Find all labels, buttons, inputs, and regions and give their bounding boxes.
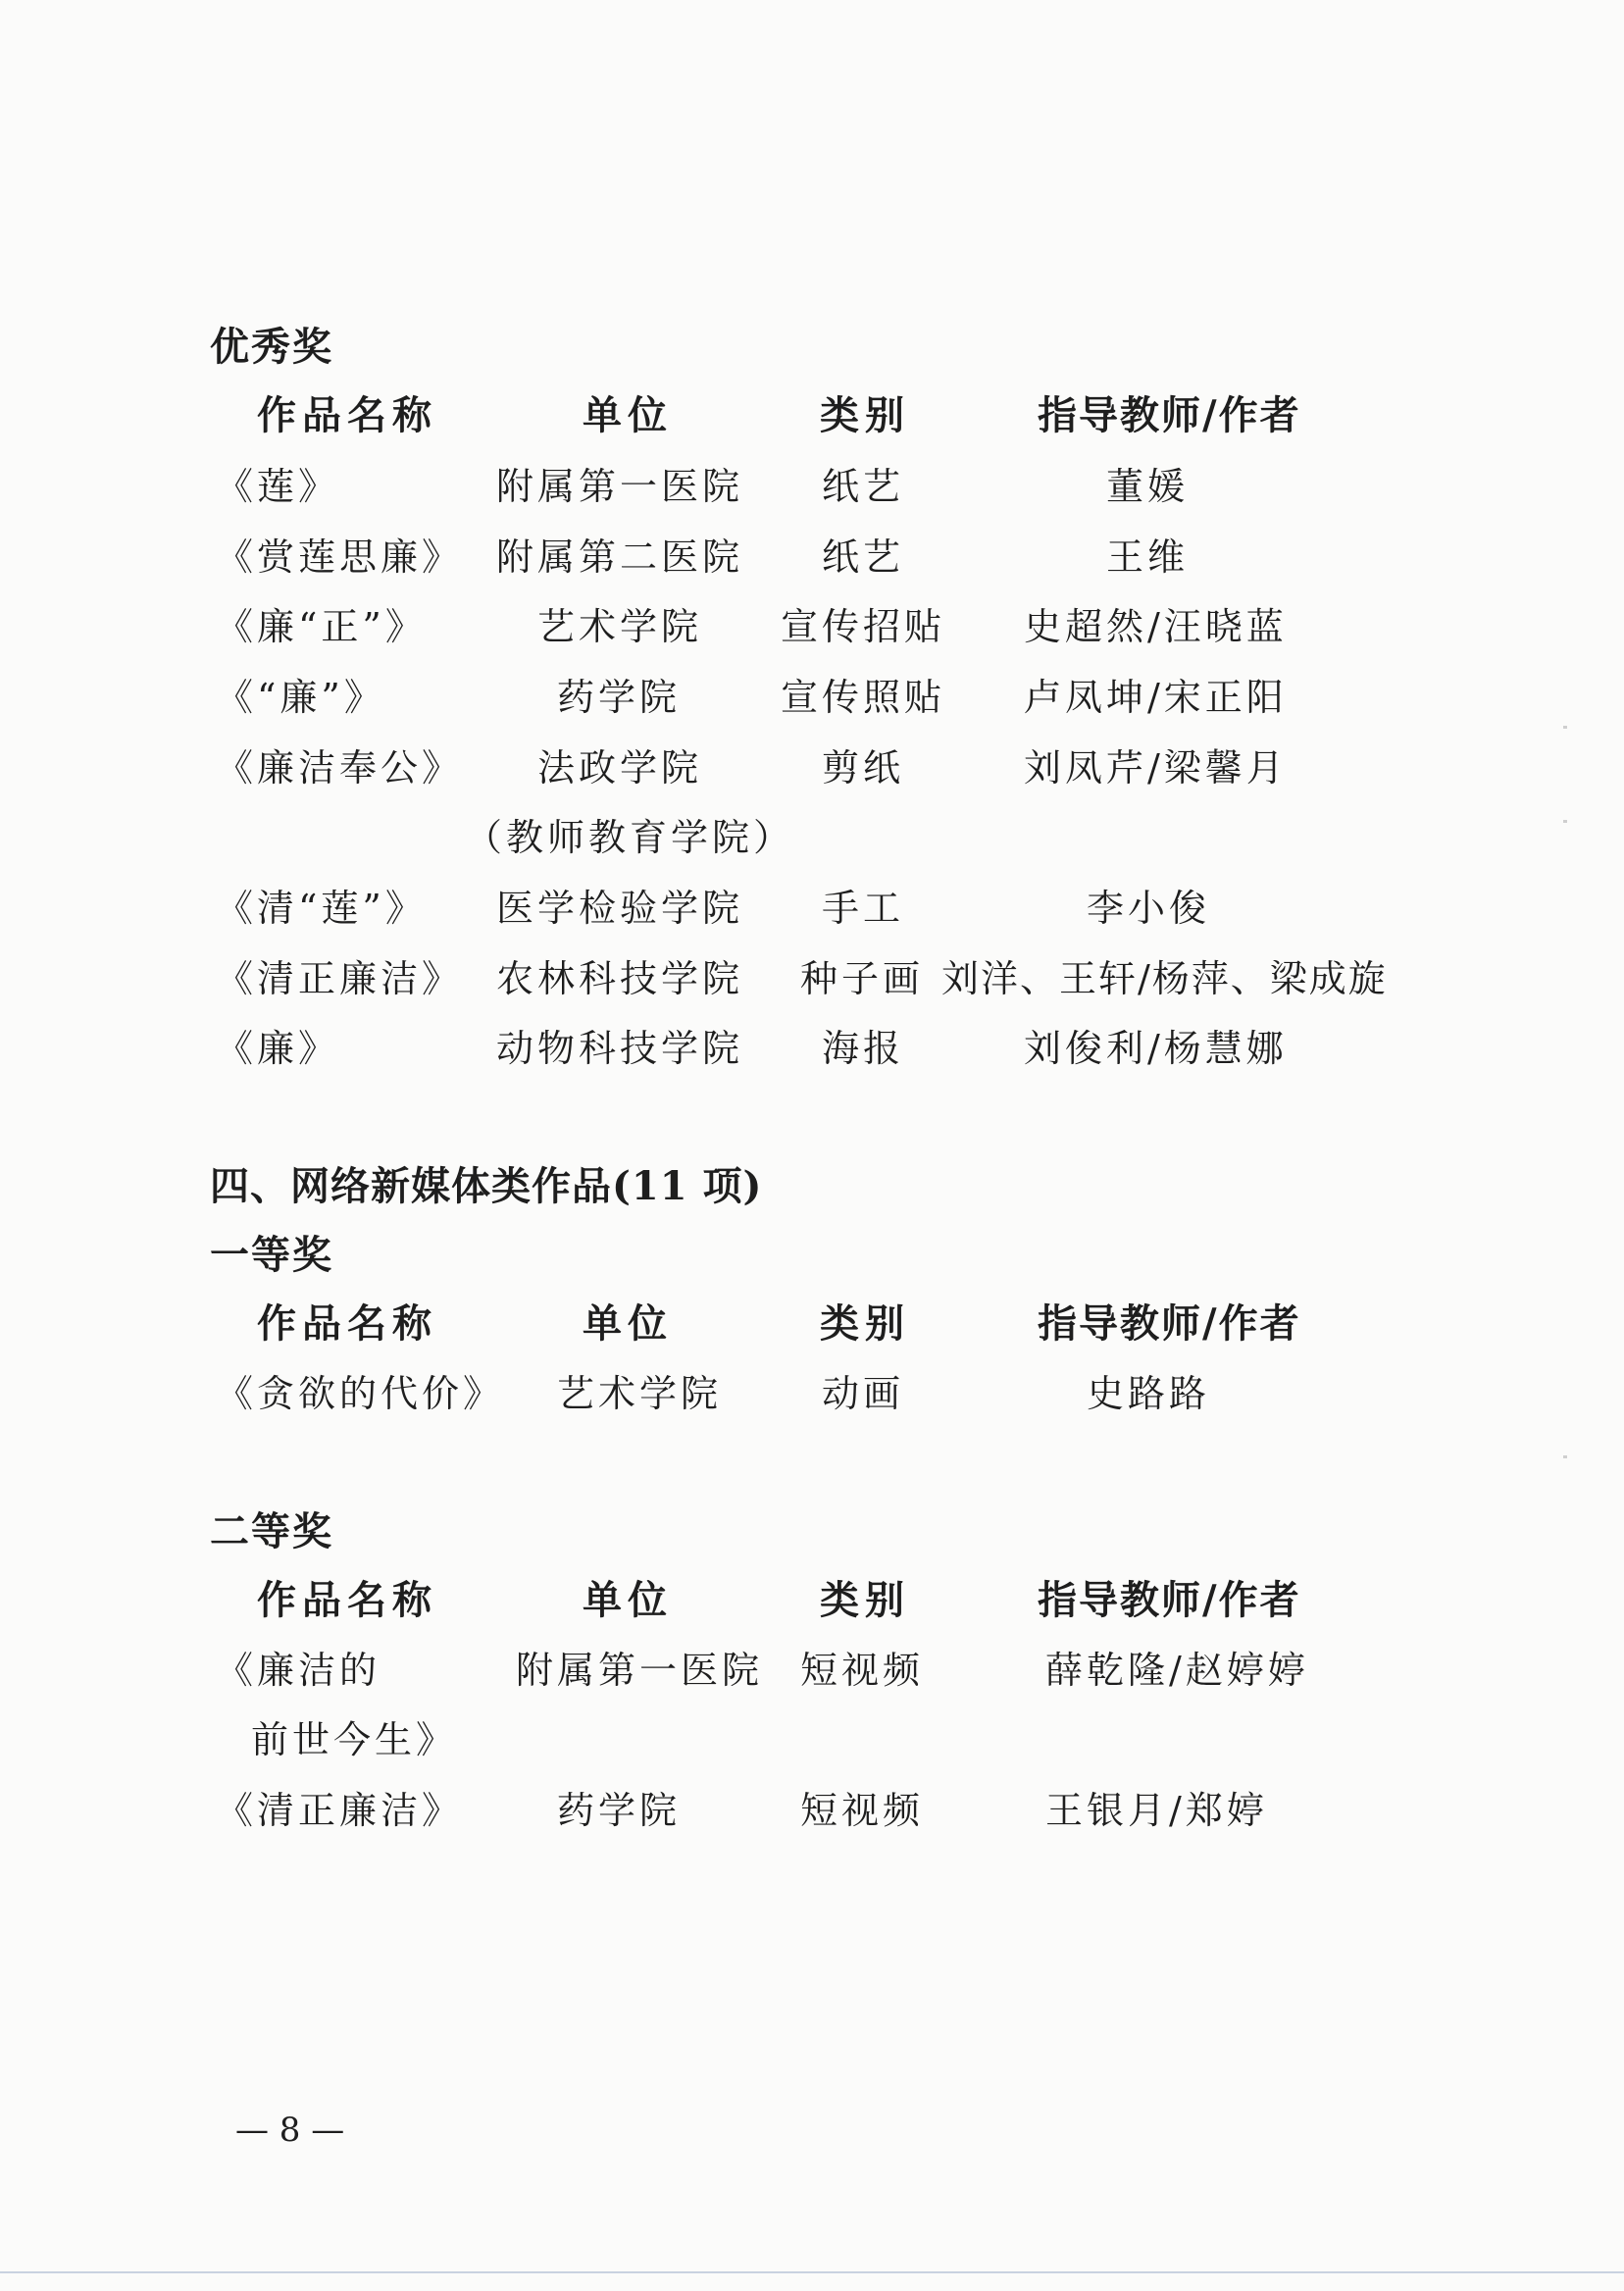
work-name: 《廉“正”》 — [216, 605, 427, 648]
teacher-author: 王维 — [1106, 535, 1190, 579]
unit: 附属第二医院 — [496, 535, 744, 579]
unit: 动物科技学院 — [496, 1027, 744, 1070]
header-teacher-author: 指导教师/作者 — [1038, 1577, 1301, 1623]
work-name: 《贪欲的代价》 — [216, 1372, 505, 1415]
scan-speck — [1563, 726, 1567, 729]
unit: 药学院 — [557, 676, 682, 719]
category: 短视频 — [800, 1649, 925, 1692]
category: 剪纸 — [822, 746, 905, 789]
header-work-name: 作品名称 — [257, 1300, 437, 1347]
header-category: 类别 — [820, 1300, 910, 1347]
category: 纸艺 — [822, 535, 905, 579]
first-prize-title: 一等奖 — [210, 1232, 333, 1278]
teacher-author: 李小俊 — [1087, 887, 1211, 930]
teacher-author: 史路路 — [1087, 1372, 1211, 1415]
work-name: 《廉洁的 — [216, 1649, 381, 1692]
category: 种子画 — [800, 957, 925, 1000]
category: 宣传招贴 — [781, 605, 946, 648]
category: 短视频 — [800, 1789, 925, 1832]
page-number: — 8 — — [235, 2111, 345, 2150]
unit: 艺术学院 — [557, 1372, 723, 1415]
work-name: 《“廉”》 — [216, 676, 385, 719]
teacher-author: 刘俊利/杨慧娜 — [1024, 1027, 1288, 1070]
work-name-continuation: 前世今生》 — [251, 1718, 458, 1761]
header-teacher-author: 指导教师/作者 — [1038, 1300, 1301, 1347]
work-name: 《清“莲”》 — [216, 887, 427, 930]
unit: 附属第一医院 — [516, 1649, 764, 1692]
header-category: 类别 — [820, 1577, 910, 1623]
header-unit: 单位 — [583, 1577, 673, 1623]
category: 宣传照贴 — [781, 676, 946, 719]
work-name: 《莲》 — [216, 465, 340, 508]
header-unit: 单位 — [583, 392, 673, 438]
category: 海报 — [822, 1027, 905, 1070]
teacher-author: 薛乾隆/赵婷婷 — [1045, 1649, 1309, 1692]
work-name: 《清正廉洁》 — [216, 957, 464, 1000]
work-name: 《清正廉洁》 — [216, 1789, 464, 1832]
teacher-author: 刘洋、王轩/杨萍、梁成旋 — [941, 957, 1388, 1000]
section-four-title: 四、网络新媒体类作品(11 项) — [210, 1163, 763, 1209]
work-name: 《廉洁奉公》 — [216, 746, 464, 789]
category: 动画 — [822, 1372, 905, 1415]
teacher-author: 卢凤坤/宋正阳 — [1024, 676, 1288, 719]
unit: 艺术学院 — [537, 605, 703, 648]
teacher-author: 史超然/汪晓蓝 — [1024, 605, 1288, 648]
unit-continuation: （教师教育学院） — [465, 816, 795, 859]
teacher-author: 董媛 — [1106, 465, 1190, 508]
work-name: 《廉》 — [216, 1027, 340, 1070]
category: 手工 — [822, 887, 905, 930]
header-work-name: 作品名称 — [257, 1577, 437, 1623]
teacher-author: 刘凤芹/梁馨月 — [1024, 746, 1288, 789]
teacher-author: 王银月/郑婷 — [1045, 1789, 1268, 1832]
header-unit: 单位 — [583, 1300, 673, 1347]
scan-speck — [1563, 1455, 1567, 1458]
unit: 医学检验学院 — [496, 887, 744, 930]
header-work-name: 作品名称 — [257, 392, 437, 438]
header-category: 类别 — [820, 392, 910, 438]
excellent-award-title: 优秀奖 — [210, 324, 333, 370]
unit: 农林科技学院 — [496, 957, 744, 1000]
header-teacher-author: 指导教师/作者 — [1038, 392, 1301, 438]
unit: 附属第一医院 — [496, 465, 744, 508]
unit: 法政学院 — [537, 746, 703, 789]
work-name: 《赏莲思廉》 — [216, 535, 464, 579]
scan-speck — [1563, 820, 1567, 823]
unit: 药学院 — [557, 1789, 682, 1832]
bottom-scan-edge — [0, 2271, 1624, 2273]
category: 纸艺 — [822, 465, 905, 508]
second-prize-title: 二等奖 — [210, 1508, 333, 1554]
